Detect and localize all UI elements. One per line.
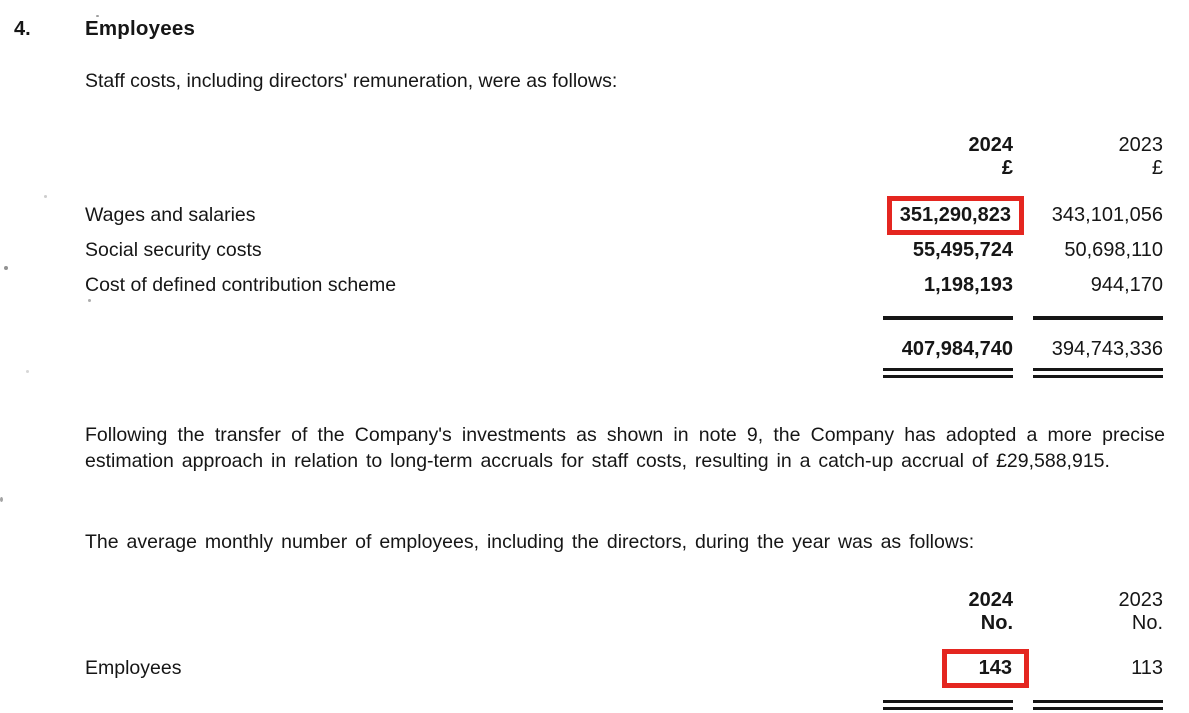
year-2024-label: 2024 — [968, 134, 1013, 156]
value-2024: 1,198,193 — [924, 273, 1013, 296]
column-header-2023 — [1013, 134, 1163, 180]
scan-artifact — [0, 497, 3, 502]
value-2023: 50,698,110 — [1064, 238, 1163, 261]
table-row-social-security — [85, 232, 1163, 268]
year-2023-label: 2023 — [1118, 134, 1163, 156]
double-rule — [883, 700, 1013, 710]
table-closing-rule — [85, 368, 1163, 378]
value-2023: 113 — [1131, 656, 1163, 679]
number-unit-2023-label: No. — [1131, 612, 1163, 634]
row-label: Wages and salaries — [85, 203, 256, 226]
employees-table-header — [85, 589, 1163, 635]
currency-2023-label: £ — [1151, 157, 1163, 179]
row-label: Social security costs — [85, 238, 262, 261]
note-title: Employees — [85, 17, 196, 40]
accrual-paragraph: Following the transfer of the Company's investments as shown in note 9, the Company has adopted a more precise estimation approach in relation to long-term accruals for staff costs, resulting in a catch-up accrual of £29,588,915. — [85, 424, 1165, 472]
wages-2024-value: 351,290,823 — [899, 203, 1011, 226]
column-header-2024 — [863, 589, 1013, 635]
table-row-wages — [85, 197, 1163, 233]
currency-2024-label: £ — [1001, 157, 1013, 179]
highlight-box — [887, 196, 1024, 235]
average-employees-intro: The average monthly number of employees, including the directors, during the year was as follows: — [85, 531, 975, 553]
column-header-2023 — [1013, 589, 1163, 635]
table-closing-rule — [85, 700, 1163, 710]
note-number: 4. — [14, 18, 31, 40]
table-row-employees — [85, 648, 1163, 688]
value-2024: 55,495,724 — [912, 238, 1013, 261]
double-rule — [1033, 700, 1163, 710]
scan-artifact — [26, 370, 29, 373]
year-2024-label: 2024 — [968, 589, 1013, 611]
column-header-2024 — [863, 134, 1013, 180]
value-2023: 343,101,056 — [1051, 203, 1163, 226]
row-label: Employees — [85, 656, 182, 679]
number-unit-2024-label: No. — [980, 612, 1013, 634]
year-2023-label: 2023 — [1118, 589, 1163, 611]
employees-2024-value: 143 — [978, 656, 1012, 679]
total-2023: 394,743,336 — [1051, 337, 1163, 360]
total-2024: 407,984,740 — [901, 337, 1013, 360]
value-2024 — [863, 657, 1013, 680]
table-row-pension — [85, 267, 1163, 303]
row-label: Cost of defined contribution scheme — [85, 273, 397, 296]
table-row-total — [85, 331, 1163, 367]
table-total-rule — [85, 316, 1163, 320]
single-rule — [1033, 316, 1163, 320]
double-rule — [883, 368, 1013, 378]
value-2023: 944,170 — [1090, 273, 1163, 296]
scan-artifact — [44, 195, 47, 198]
scan-artifact — [4, 266, 8, 270]
staff-costs-table-header — [85, 134, 1163, 180]
double-rule — [1033, 368, 1163, 378]
value-2024 — [863, 204, 1013, 227]
single-rule — [883, 316, 1013, 320]
staff-costs-intro: Staff costs, including directors' remuneration, were as follows: — [85, 70, 618, 92]
